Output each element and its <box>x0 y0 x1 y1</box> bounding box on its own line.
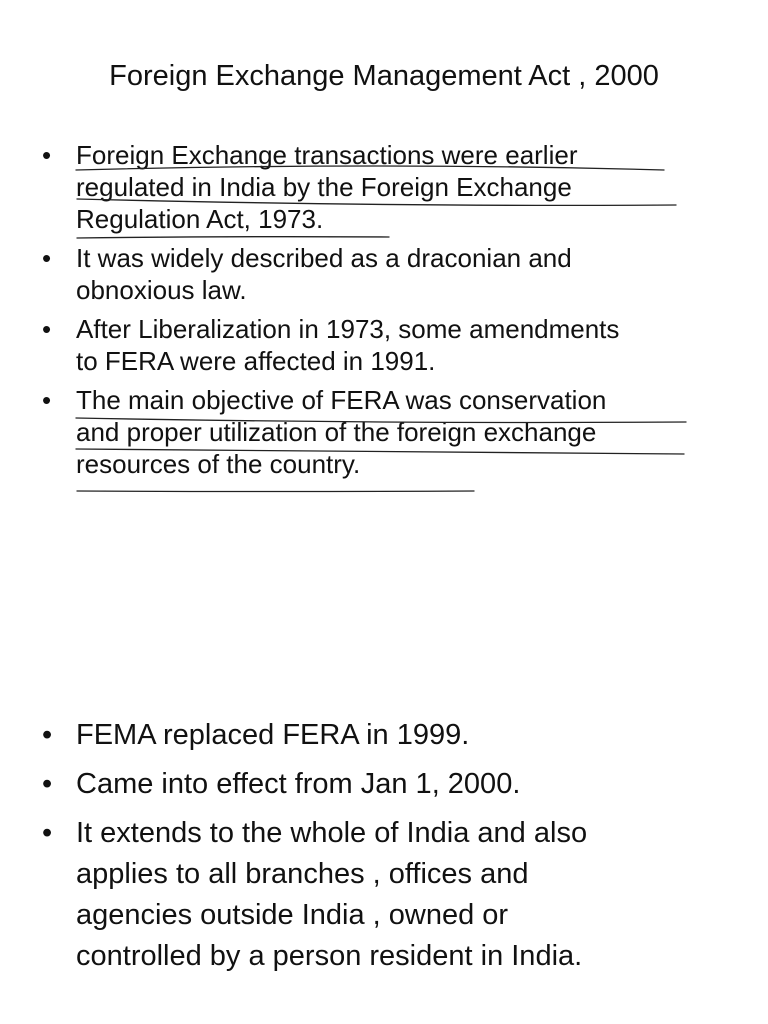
bullet-text-line: resources of the country. <box>76 449 361 479</box>
bullet-text-line: After Liberalization in 1973, some amendments <box>76 314 620 344</box>
bullet-text-line: It was widely described as a draconian and <box>76 243 572 273</box>
bullet-dot-icon: • <box>42 140 52 170</box>
list-item <box>0 139 720 235</box>
bullet-dot-icon: • <box>42 243 52 273</box>
list-item <box>0 384 720 480</box>
bullet-dot-icon: • <box>42 768 53 800</box>
bullet-text-line: to FERA were affected in 1991. <box>76 346 436 376</box>
list-item <box>0 715 720 756</box>
bullet-text-line: It extends to the whole of India and also <box>76 817 588 849</box>
bullet-dot-icon: • <box>42 817 53 849</box>
bullet-text-line: Foreign Exchange transactions were earlier <box>76 140 578 170</box>
underline-stroke <box>77 491 474 492</box>
list-item <box>0 813 720 977</box>
top-bullet-list <box>0 139 720 487</box>
bullet-text-line: regulated in India by the Foreign Exchange <box>76 172 572 202</box>
bullet-text-line: and proper utilization of the foreign exchange <box>76 417 597 447</box>
bullet-text-line: controlled by a person resident in India. <box>76 940 583 972</box>
bullet-dot-icon: • <box>42 385 52 415</box>
bullet-text-line: FEMA replaced FERA in 1999. <box>76 719 470 751</box>
bullet-text-line: The main objective of FERA was conservation <box>76 385 607 415</box>
list-item <box>0 242 720 306</box>
bullet-text-line: Came into effect from Jan 1, 2000. <box>76 768 521 800</box>
list-item <box>0 313 720 377</box>
bullet-text-line: obnoxious law. <box>76 275 247 305</box>
bullet-text-line: agencies outside India , owned or <box>76 899 509 931</box>
list-item <box>0 764 720 805</box>
bullet-dot-icon: • <box>42 314 52 344</box>
bullet-text-line: Regulation Act, 1973. <box>76 204 324 234</box>
bullet-text-line: applies to all branches , offices and <box>76 858 529 890</box>
page-title: Foreign Exchange Management Act , 2000 <box>109 60 659 92</box>
bottom-bullet-list <box>0 715 720 985</box>
bullet-dot-icon: • <box>42 719 53 751</box>
